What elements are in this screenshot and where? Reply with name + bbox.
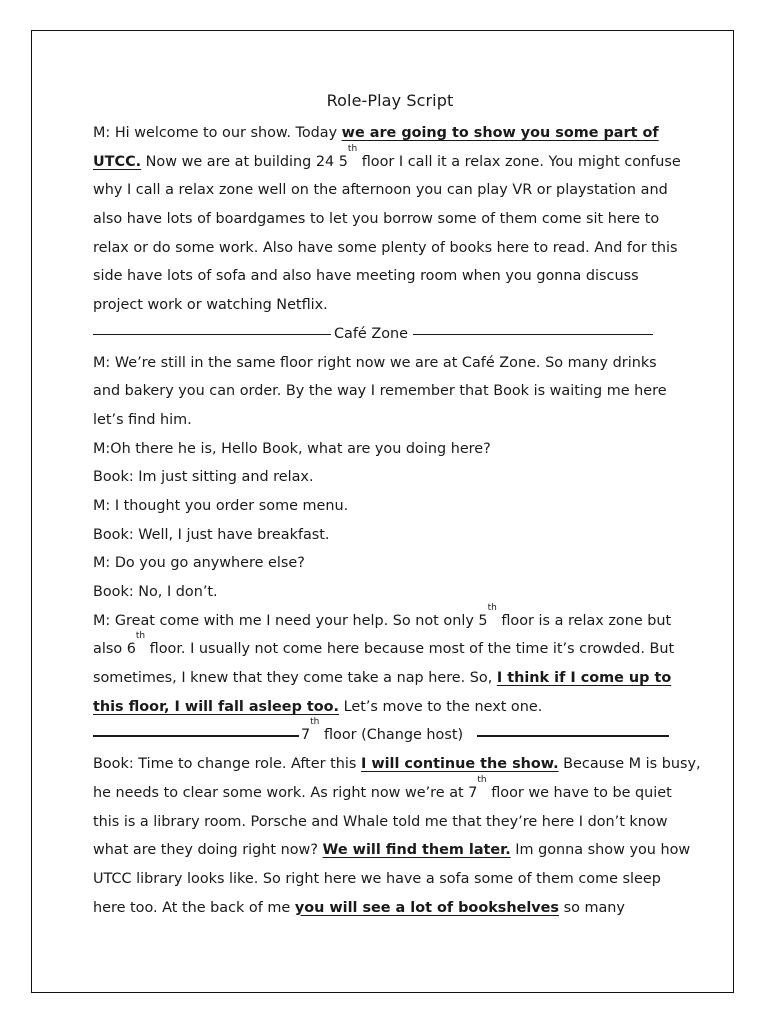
paragraph-line: side have lots of sofa and also have meeting room when you gonna discuss	[93, 268, 639, 285]
underlined-phrase: we are going to show you some part of	[341, 125, 659, 141]
paragraph-line: this is a library room. Porsche and Whale told me that they’re here I don’t know	[93, 813, 668, 830]
paragraph-line: let’s find him.	[93, 411, 192, 428]
paragraph-line	[93, 602, 673, 636]
script-body	[93, 119, 701, 922]
section-divider-cafe-zone	[93, 320, 673, 349]
paragraph-line: and bakery you can order. By the way I remember that Book is waiting me here	[93, 383, 667, 400]
paragraph-line	[93, 836, 691, 865]
text-run: M: Hi welcome to our show. Today	[93, 125, 342, 141]
paragraph-line	[93, 631, 675, 664]
heading-text: floor (Change host)	[319, 727, 464, 744]
paragraph-line: why I call a relax zone well on the afternoon you can play VR or playstation and	[93, 182, 668, 199]
paragraph-line	[93, 894, 673, 923]
underlined-phrase: We will find them later.	[322, 842, 511, 859]
text-run: Im gonna show you how	[510, 842, 691, 859]
text-run: M: Great come with me I need your help. So not only 5	[93, 612, 488, 629]
paragraph-line	[93, 750, 701, 779]
ordinal-superscript: th	[477, 774, 487, 785]
ordinal-superscript: th	[487, 602, 497, 613]
underlined-phrase: I will continue the show.	[360, 756, 559, 773]
ordinal-superscript: th	[310, 717, 320, 728]
paragraph-line	[93, 664, 673, 693]
text-run: also 6	[93, 641, 136, 658]
text-run: Let’s move to the next one.	[339, 698, 543, 715]
section-heading	[300, 717, 464, 750]
dialogue-line: M: I thought you order some menu.	[93, 497, 349, 514]
dialogue-line: Book: No, I don’t.	[93, 584, 218, 600]
text-run: what are they doing right now?	[93, 842, 323, 859]
floor-number: 7	[301, 727, 311, 744]
text-run: sometimes, I knew that they come take a nap here. So,	[93, 670, 497, 687]
text-run: floor is a relax zone but	[496, 612, 672, 629]
ordinal-superscript: th	[347, 143, 358, 154]
underlined-phrase: UTCC.	[93, 153, 142, 170]
divider-rule	[413, 334, 653, 335]
paragraph-line: project work or watching Netflix.	[93, 297, 328, 314]
section-divider-7th-floor	[93, 717, 673, 750]
text-run: he needs to clear some work. As right now we’re at 7	[93, 784, 478, 801]
dialogue-line: M:Oh there he is, Hello Book, what are you doing here?	[93, 440, 491, 457]
dialogue-line: Book: Well, I just have breakfast.	[93, 526, 330, 543]
text-run: Because M is busy,	[558, 756, 701, 773]
text-run: floor. I usually not come here because most of the time it’s crowded. But	[145, 641, 675, 658]
dialogue-line: Book: Im just sitting and relax.	[93, 469, 314, 486]
underlined-phrase: this floor, I will fall asleep too.	[93, 698, 340, 715]
paragraph-line: relax or do some work. Also have some plenty of books here to read. And for this	[93, 239, 678, 256]
paragraph-line	[93, 119, 673, 148]
paragraph-line	[93, 774, 673, 808]
section-heading: Café Zone	[333, 320, 409, 349]
ordinal-superscript: th	[135, 631, 146, 642]
paragraph-line: UTCC library looks like. So right here we have a sofa some of them come sleep	[93, 870, 661, 887]
paragraph-line: also have lots of boardgames to let you borrow some of them come sit here to	[93, 211, 660, 228]
underlined-phrase: you will see a lot of bookshelves	[294, 899, 559, 916]
divider-rule	[93, 334, 331, 335]
text-run: Book: Time to change role. After this	[93, 756, 361, 773]
text-run: Now we are at building 24 5	[141, 153, 348, 170]
dialogue-line: M: Do you go anywhere else?	[93, 555, 305, 572]
underlined-phrase: I think if I come up to	[496, 670, 672, 687]
divider-rule	[93, 735, 299, 736]
text-run: floor I call it a relax zone. You might confuse	[357, 153, 681, 170]
paragraph-line: M: We’re still in the same floor right now we are at Café Zone. So many drinks	[93, 354, 657, 371]
text-run: floor we have to be quiet	[486, 784, 672, 801]
document-title: Role-Play Script	[326, 91, 454, 110]
text-run: here too. At the back of me	[93, 899, 295, 916]
paragraph-line	[93, 143, 681, 177]
text-run: so many	[559, 899, 625, 916]
divider-rule	[477, 735, 669, 736]
paragraph-line	[93, 693, 673, 722]
